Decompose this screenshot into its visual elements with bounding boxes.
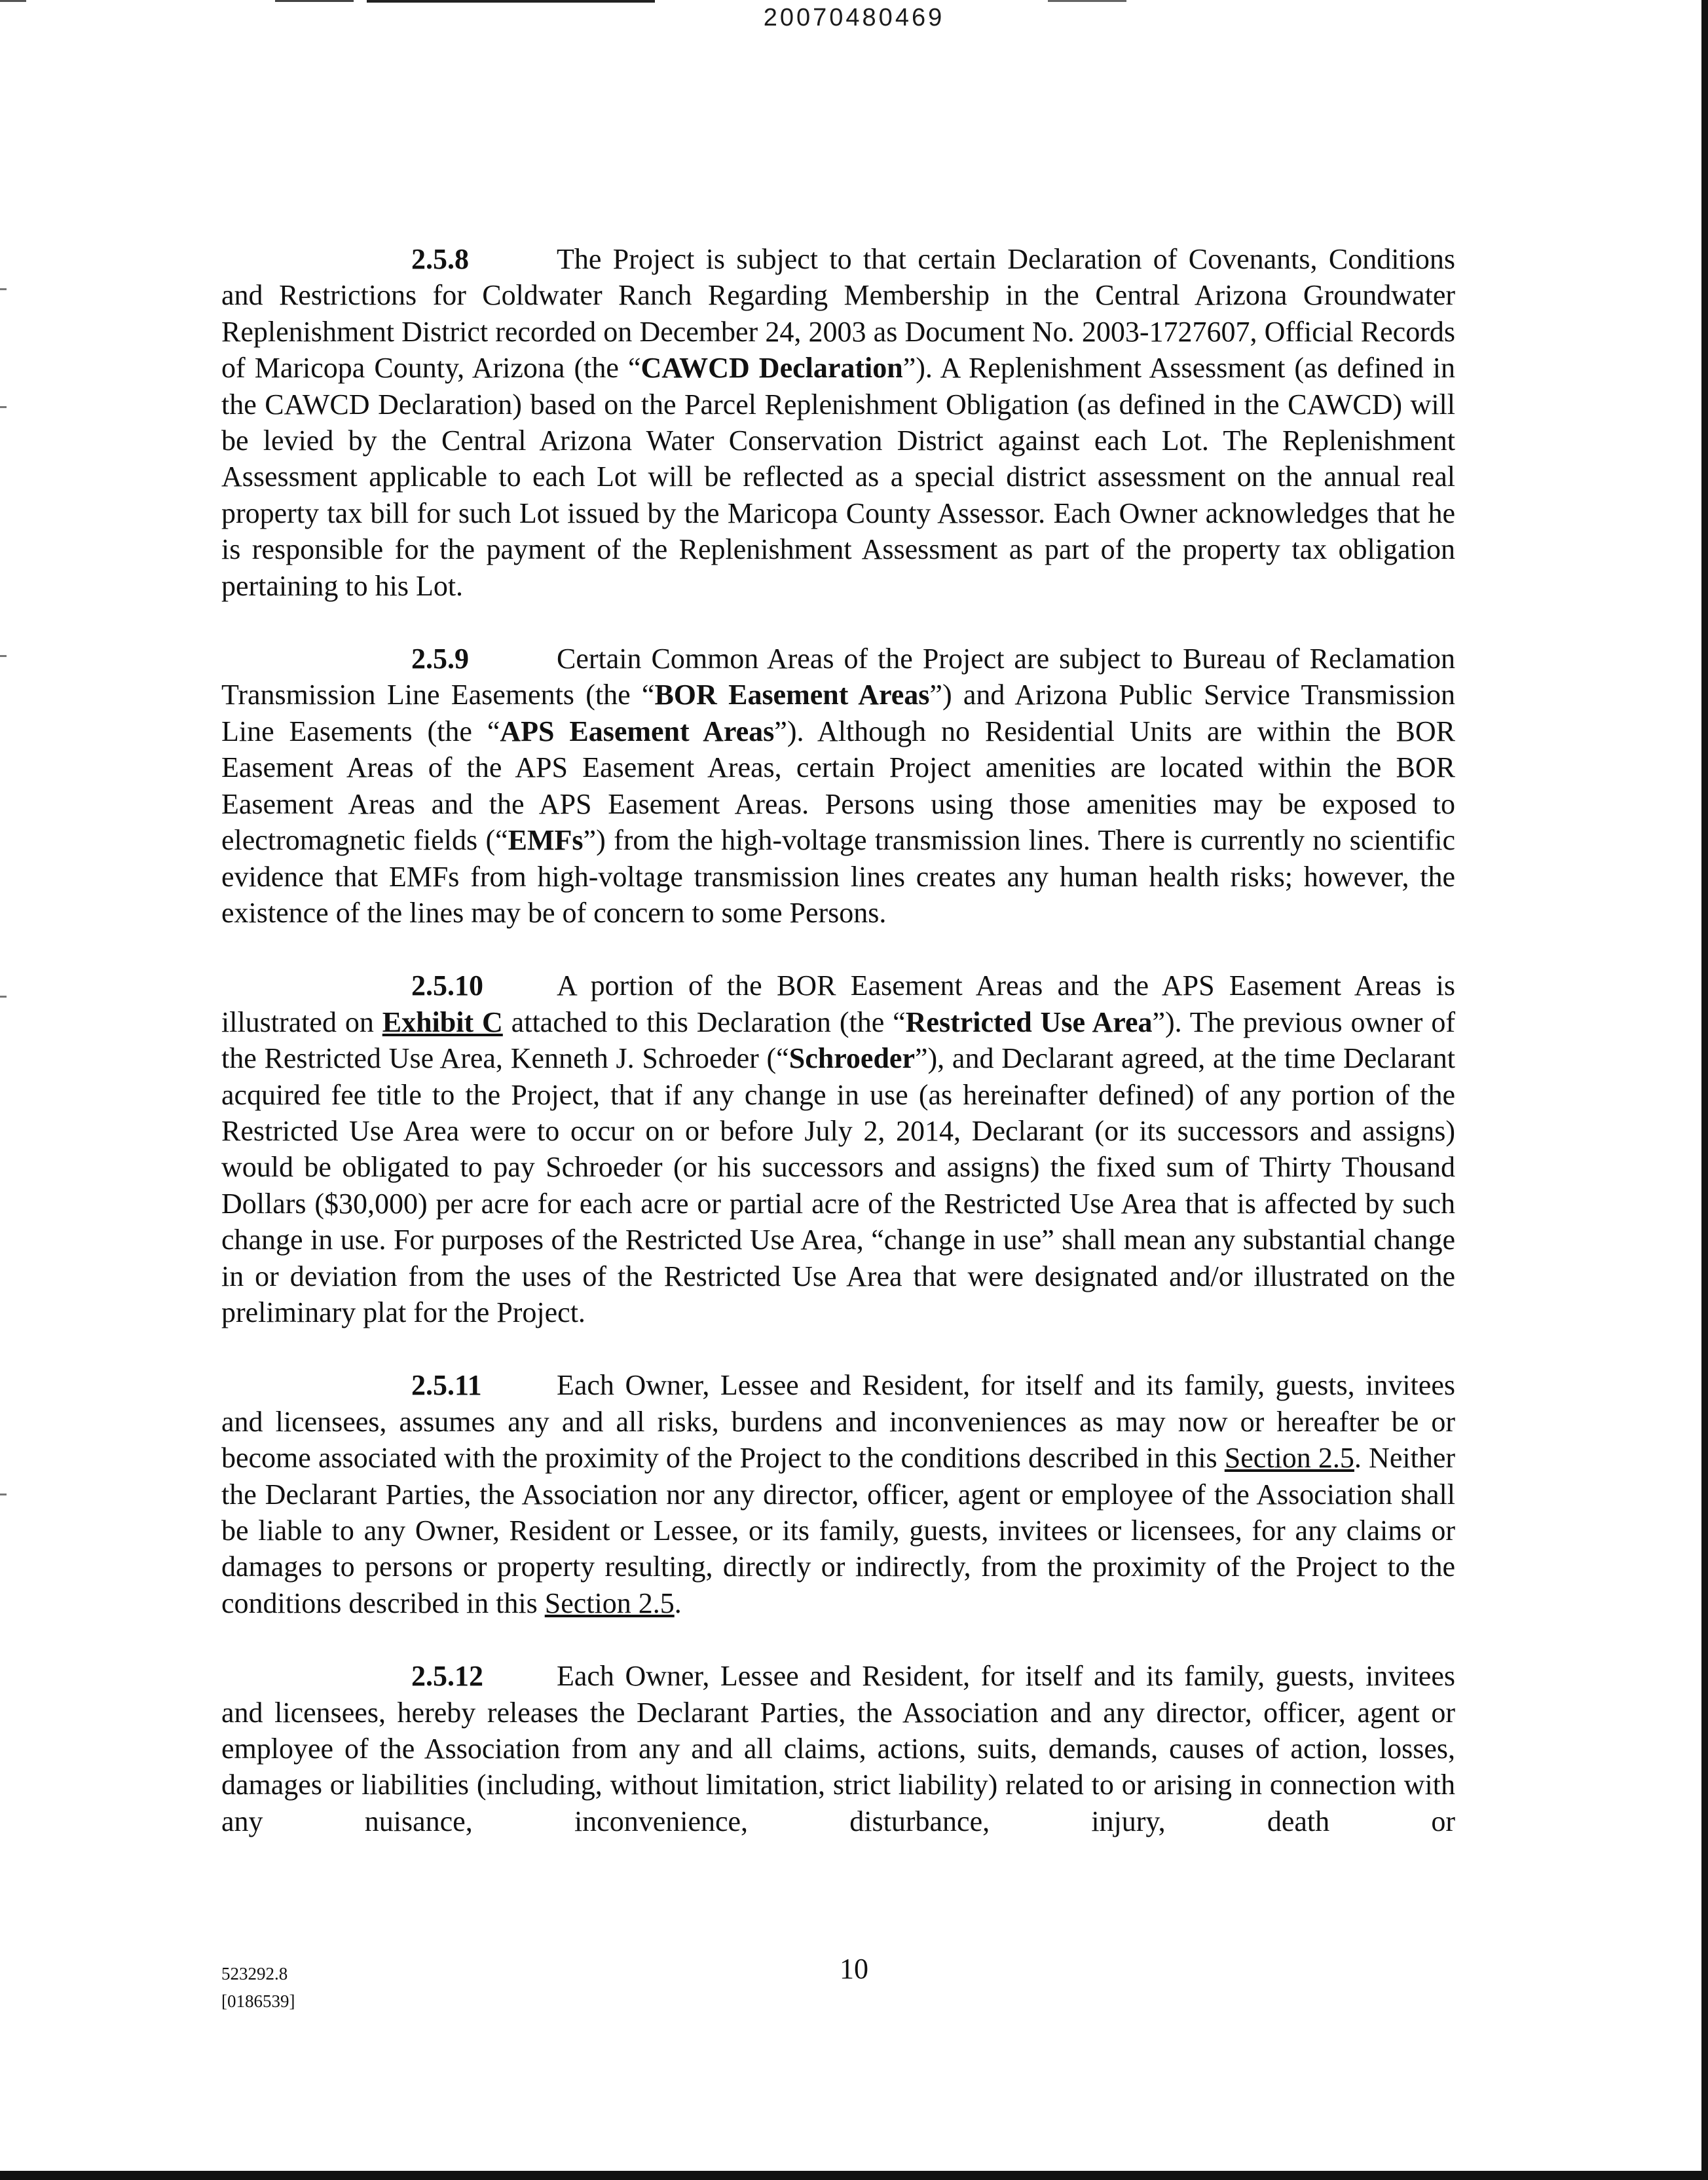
paragraph-2-5-12 xyxy=(221,1658,1455,1839)
defined-term: BOR Easement Areas xyxy=(654,679,930,711)
section-number: 2.5.11 xyxy=(411,1369,482,1402)
paragraph-2-5-9 xyxy=(221,641,1455,931)
top-scan-line-a xyxy=(275,0,354,2)
section-number: 2.5.9 xyxy=(411,643,469,675)
paragraph-text: ”). The previous owner of the Restricted Use Area, Kenneth J. Schroeder (“ xyxy=(221,1005,1455,1075)
left-edge-tick xyxy=(0,288,7,290)
paragraph-text: A portion of the BOR Easement Areas and the APS Easement Areas is illustrated on xyxy=(221,969,1455,1038)
left-edge-tick xyxy=(0,996,7,998)
paragraph-text: Certain Common Areas of the Project are subject to Bureau of Reclamation Transmission Line Easements (the “ xyxy=(221,643,1455,711)
paragraph-text: Each Owner, Lessee and Resident, for itself and its family, guests, invitees and licensees, hereby releases the Declarant Parties, the Association and any director, officer, agent or employee of the Association from any and all claims, actions, suits, demands, causes of action, losses, damages or liabilities (including, without limitation, strict liability) related to or arising in connection with any nuisance, inconvenience, disturbance, injury, death or xyxy=(221,1660,1455,1837)
defined-term: APS Easement Areas xyxy=(500,715,775,747)
section-number: 2.5.8 xyxy=(411,243,469,275)
paragraph-text: . Neither the Declarant Parties, the Association nor any director, officer, agent or employee of the Association shall be liable to any Owner, Resident or Lessee, or its family, guests, invitees or licensees, for any claims or damages to persons or property resulting, directly or indirectly, from the proximity of the Project to the conditions described in this xyxy=(221,1442,1455,1619)
paragraph-2-5-8 xyxy=(221,241,1455,604)
top-scan-line-c xyxy=(1048,0,1126,2)
paragraph-text: . xyxy=(674,1587,682,1619)
paragraph-text: ”), and Declarant agreed, at the time Declarant acquired fee title to the Project, that if any change in use (as hereinafter defined) of any portion of the Restricted Use Area were to occur on or before July 2, 2014, Declarant (or its successors and assigns) would be obligated to pay Schroeder (or his successors and assigns) the fixed sum of Thirty Thousand Dollars ($30,000) per acre for each acre or partial acre of the Restricted Use Area that is affected by such change in use. For purposes of the Restricted Use Area, “change in use” shall mean any substantial change in or deviation from the uses of the Restricted Use Area that were designated and/or illustrated on the preliminary plat for the Project. xyxy=(221,1042,1455,1328)
left-edge-tick xyxy=(0,655,7,657)
section-number: 2.5.10 xyxy=(411,969,483,1002)
left-edge-tick xyxy=(0,1494,7,1495)
paragraph-2-5-10 xyxy=(221,968,1455,1330)
right-scan-edge xyxy=(1701,0,1708,2180)
section-number: 2.5.12 xyxy=(411,1660,483,1693)
recording-number: 20070480469 xyxy=(763,4,945,31)
left-edge-tick xyxy=(0,406,7,408)
defined-term: CAWCD Declaration xyxy=(640,352,903,385)
section-reference: Section 2.5 xyxy=(544,1587,675,1619)
client-reference: [0186539] xyxy=(221,1991,295,2011)
defined-term: Restricted Use Area xyxy=(905,1005,1153,1038)
document-reference: 523292.8 xyxy=(221,1964,288,1983)
section-reference: Section 2.5 xyxy=(1224,1442,1354,1475)
paragraph-text: ”) and Arizona Public Service Transmission Line Easements (the “ xyxy=(221,679,1456,747)
document-body xyxy=(221,241,1455,1876)
exhibit-reference: Exhibit C xyxy=(382,1005,503,1038)
paragraph-text: ”) from the high-voltage transmission lines. There is currently no scientific evidence that EMFs from high-voltage transmission lines creates any human health risks; however, the existence of the lines may be of concern to some Persons. xyxy=(221,824,1455,929)
bottom-scan-edge xyxy=(0,2171,1708,2180)
top-scan-line-b xyxy=(367,0,655,3)
paragraph-text: ”). Although no Residential Units are within the BOR Easement Areas of the APS Easement Areas, certain Project amenities are located within the BOR Easement Areas and the APS Easement Areas. Persons using those amenities may be exposed to electromagnetic fields (“ xyxy=(221,715,1455,857)
paragraph-text: attached to this Declaration (the “ xyxy=(502,1005,906,1038)
paragraph-2-5-11 xyxy=(221,1367,1455,1621)
page-number: 10 xyxy=(840,1953,868,1985)
top-scan-line-left xyxy=(0,0,26,2)
paragraph-text: ”). A Replenishment Assessment (as defined in the CAWCD Declaration) based on the Parcel Replenishment Obligation (as defined in the CAWCD) will be levied by the Central Arizona Water Conservation District against each Lot. The Replenishment Assessment applicable to each Lot will be reflected as a special district assessment on the annual real property tax bill for such Lot issued by the Maricopa County Assessor. Each Owner acknowledges that he is responsible for the payment of the Replenishment Assessment as part of the property tax obligation pertaining to his Lot. xyxy=(221,352,1455,602)
paragraph-text: The Project is subject to that certain Declaration of Covenants, Conditions and Restrictions for Coldwater Ranch Regarding Membership in the Central Arizona Groundwater Replenishment District recorded on December 24, 2003 as Document No. 2003-1727607, Official Records of Maricopa County, Arizona (the “ xyxy=(221,243,1455,385)
paragraph-text: Each Owner, Lessee and Resident, for itself and its family, guests, invitees and licensees, assumes any and all risks, burdens and inconveniences as may now or hereafter be or become associated with the proximity of the Project to the conditions described in this xyxy=(221,1369,1455,1475)
defined-term: EMFs xyxy=(508,824,584,857)
defined-term: Schroeder xyxy=(789,1042,915,1075)
